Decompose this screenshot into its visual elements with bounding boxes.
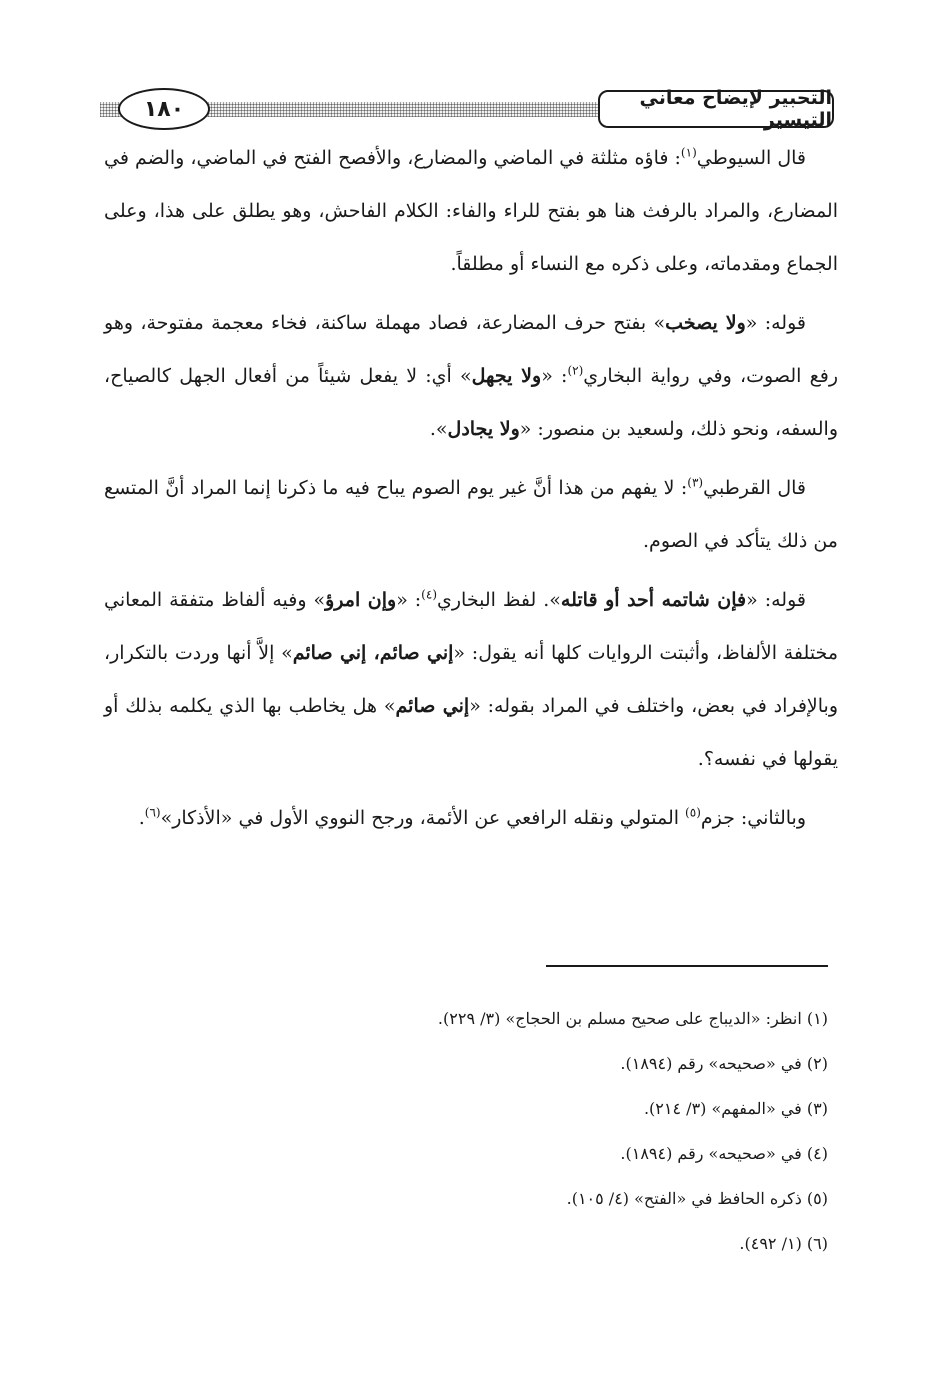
footnote-ref: (٢)	[567, 363, 584, 378]
paragraph-5	[104, 792, 838, 845]
paragraph-2	[104, 297, 838, 456]
footnote-ref: (٦)	[144, 805, 161, 820]
paragraph-1	[104, 132, 838, 291]
text-run: ». لفظ البخاري	[437, 589, 561, 611]
footnote-ref: (٥)	[685, 805, 701, 820]
hadith-quote: فإن شاتمه أحد أو قاتله	[560, 589, 747, 611]
text-run: : «	[396, 589, 422, 611]
text-run: وبالثاني: جزم	[700, 807, 806, 829]
footnote-4: (٤) في «صحيحه» رقم (١٨٩٤).	[620, 1144, 828, 1163]
book-title: التحبير لإيضاح معاني التيسير	[598, 90, 834, 128]
text-run: » هل يخاطب بها الذي يكلمه بذلك أو يقولها في نفسه؟.	[104, 695, 838, 770]
hadith-quote: ولا يجهل	[471, 365, 542, 387]
hadith-quote: ولا يجادل	[447, 418, 520, 440]
footnote-ref: (٤)	[421, 587, 437, 602]
hadith-quote: وإن امرؤ	[325, 589, 397, 611]
footnotes	[104, 996, 828, 1266]
footnote-ref: (٣)	[687, 475, 704, 490]
text-run: قال القرطبي	[703, 477, 806, 499]
page-header	[100, 86, 834, 136]
main-text	[104, 132, 838, 851]
footnote-5: (٥) ذكره الحافظ في «الفتح» (٤/ ١٠٥).	[566, 1189, 828, 1208]
hadith-quote: ولا يصخب	[665, 312, 746, 334]
text-run: » إلاَّ أنها وردت بالتكرار، وبالإفراد في بعض، واختلف في المراد بقوله: «	[104, 642, 839, 717]
text-run: » وفيه ألفاظ متفقة المعاني مختلفة الألفاظ، وأثبتت الروايات كلها أنه يقول: «	[104, 589, 838, 664]
text-run: : فاؤه مثلثة في الماضي والمضارع، والأفصح الفتح في الماضي، والضم في المضارع، والمراد بالرفث هنا هو بفتح للراء والفاء: الكلام الفاحش، وهو يطلق على هذا، وعلى الجماع ومقدماته، وعلى ذكره مع النساء أو مطلقاً.	[104, 147, 838, 275]
text-run: قال السيوطي	[696, 147, 807, 169]
footnote-ref: (١)	[680, 145, 697, 160]
text-run: .	[138, 807, 145, 829]
footnote-3: (٣) في «المفهم» (٣/ ٢١٤).	[643, 1099, 828, 1118]
hadith-quote: إني صائم	[395, 695, 470, 717]
text-run: قوله: «	[745, 312, 806, 334]
text-run: : لا يفهم من هذا أنَّ غير يوم الصوم يباح فيه ما ذكرنا إنما المراد أنَّ المتسع من ذلك يتأكد في الصوم.	[104, 477, 838, 552]
text-run: المتولي ونقله الرافعي عن الأئمة، ورجح النووي الأول في «الأذكار»	[160, 807, 686, 829]
footnote-separator	[546, 965, 828, 967]
text-run: ».	[429, 418, 448, 440]
footnote-1: (١) انظر: «الديباج على صحيح مسلم بن الحجاج» (٣/ ٢٢٩).	[437, 1009, 828, 1028]
paragraph-4	[104, 574, 838, 786]
text-run: : «	[541, 365, 568, 387]
text-run: » بفتح حرف المضارعة، فصاد مهملة ساكنة، فخاء معجمة مفتوحة، وهو رفع الصوت، وفي رواية البخاري	[104, 312, 838, 387]
paragraph-3	[104, 462, 838, 568]
page-number: ١٨٠	[118, 88, 210, 130]
text-run: » أي: لا يفعل شيئاً من أفعال الجهل كالصياح، والسفه، ونحو ذلك، ولسعيد بن منصور: «	[104, 365, 838, 440]
footnote-2: (٢) في «صحيحه» رقم (١٨٩٤).	[620, 1054, 828, 1073]
hadith-quote: إني صائم، إني صائم	[292, 642, 454, 664]
footnote-6: (٦) (١/ ٤٩٢).	[739, 1234, 828, 1253]
text-run: قوله: «	[746, 589, 806, 611]
